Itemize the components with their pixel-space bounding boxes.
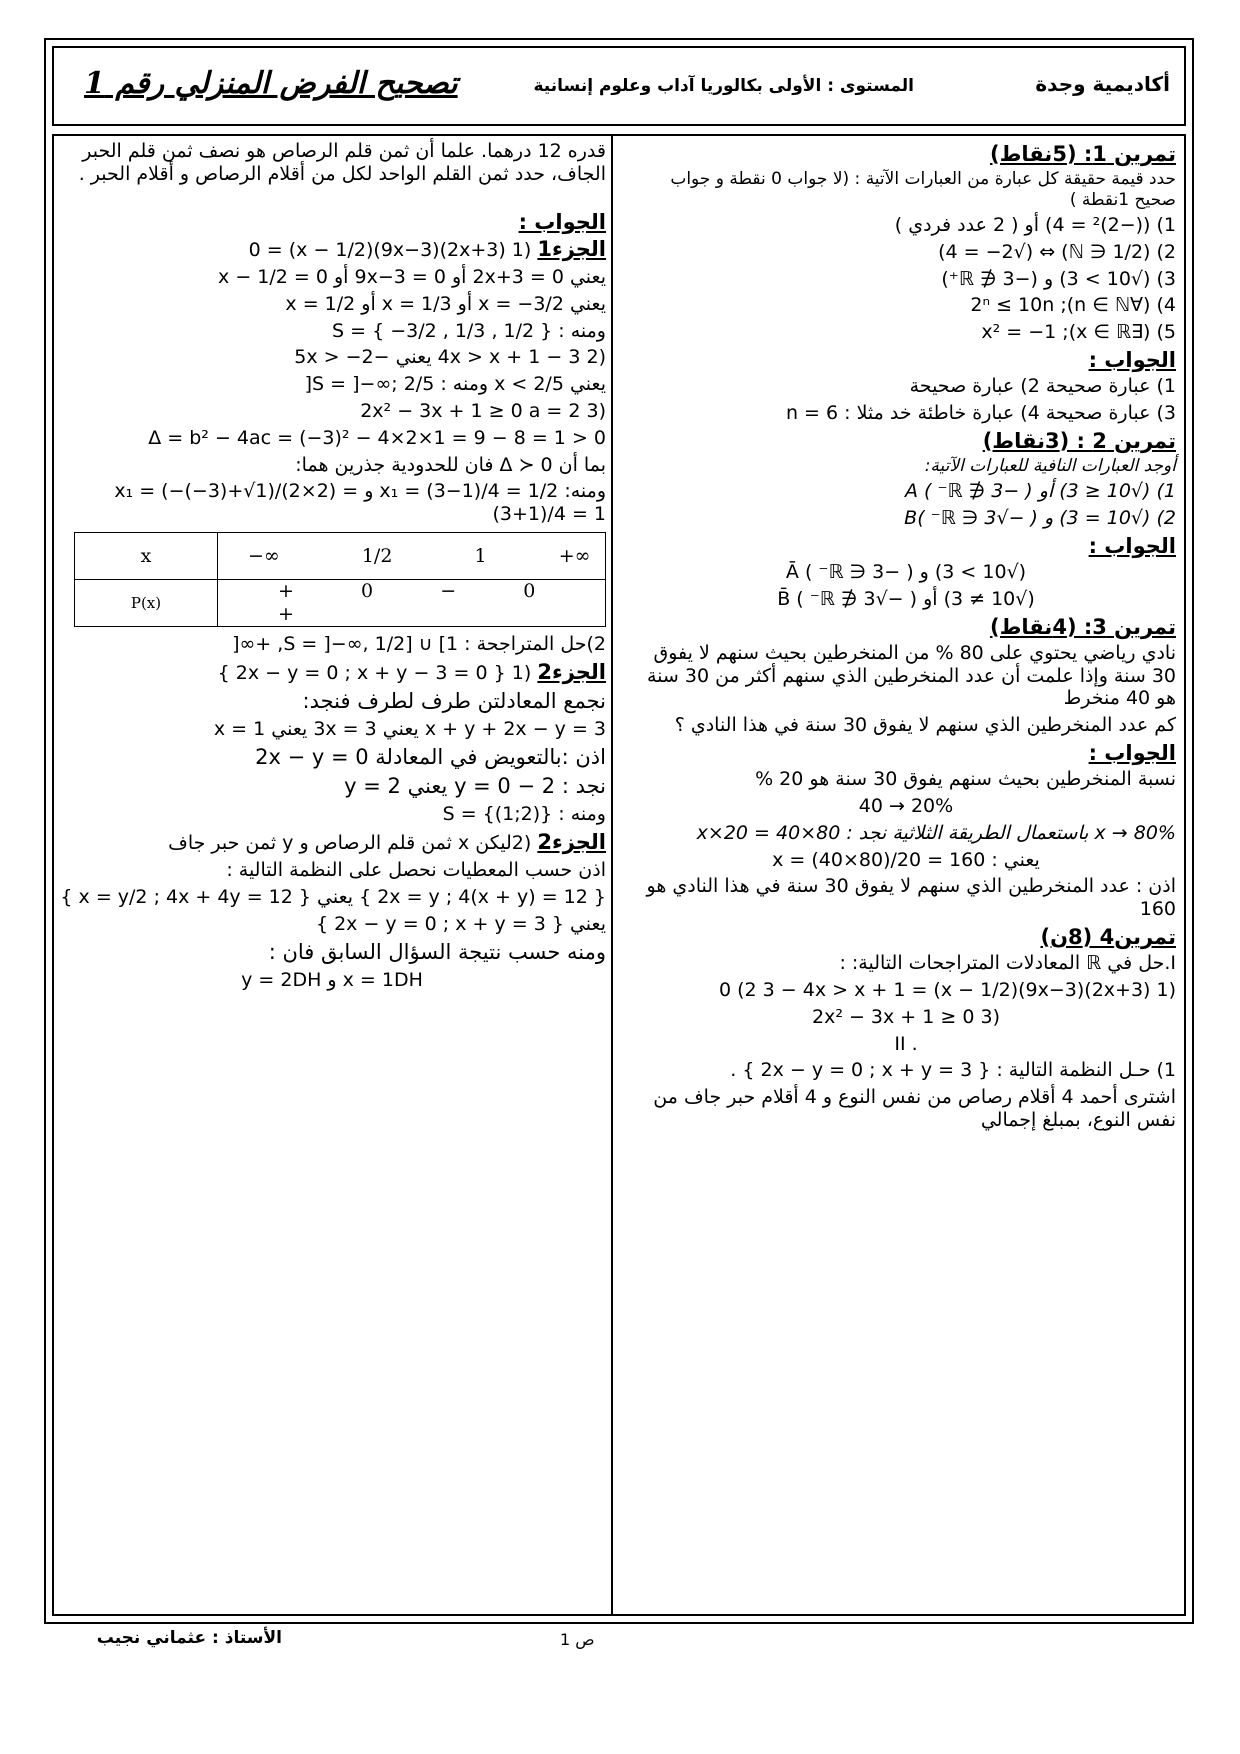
exercise-1-title: تمرين 1: (5نقاط)	[990, 142, 1176, 166]
exercise-1-prompt: حدد قيمة حقيقة كل عبارة من العبارات الآتية : (لا جواب 0 نقطة و جواب صحيح 1نقطة )	[670, 169, 1176, 210]
ex3-answer-5: اذن : عدد المنخرطين الذي سنهم لا يفوق 30 سنة في هذا النادي هو 160	[646, 875, 1176, 921]
column-divider	[611, 136, 613, 1614]
part-22-label: الجزء2	[537, 830, 606, 855]
left-column	[58, 140, 606, 996]
sign-table-row-p	[75, 579, 606, 626]
exercise-4-problem: اشترى أحمد 4 أقلام رصاص من نفس النوع و 4 أقلام حبر جاف من نفس النوع، بمبلغ إجمالي	[653, 1086, 1176, 1131]
sign-table-x-minus-inf: −∞	[248, 544, 280, 567]
exercise-4-equations: (1 (2x+3)(9x−3)(x − 1/2) = 0 (2 3 − 4x > x + 1	[719, 979, 1176, 1002]
sign-table-x-half: 1/2	[361, 544, 393, 567]
ex2-answer-label: الجواب :	[1088, 533, 1176, 558]
page-number: ص 1	[560, 1630, 595, 1649]
part3-roots: ومنه: x₁ = (3−1)/4 = 1/2 و x₁ = (−(−3)+√1)/(2×2) = (3+1)/4 = 1	[114, 480, 606, 526]
part2-step-3: اذن :بالتعويض في المعادلة 2x − y = 0	[255, 744, 606, 769]
exercise-4-system: 1) حـل النظمة التالية : { 2x − y = 0 ; x + y = 3 } .	[730, 1059, 1176, 1082]
exercise-4-part-I: I.حل في ℝ المعادلات المتراجحات التالية: :	[839, 952, 1176, 975]
part-2-label: الجزء2	[537, 659, 606, 684]
sign-minus: −	[440, 580, 457, 603]
part1-line-3: ومنه : S = { −3/2 , 1/3 , 1/2 }	[332, 319, 606, 342]
part22-final: x = 1DH و y = 2DH	[241, 968, 423, 991]
sign-plus-1: +	[278, 580, 294, 603]
part3-roots-intro: بما أن Δ ≻ 0 فان للحدودية جذرين هما:	[295, 453, 606, 476]
part2-solution: ومنه : S = {(1;2)}	[442, 803, 606, 826]
academy-label: أكاديمية وجدة	[1035, 72, 1170, 96]
teacher-name: الأستاذ : عثماني نجيب	[96, 1628, 282, 1648]
part1-equation: (1 (2x+3)(9x−3)(x − 1/2) = 0	[248, 238, 532, 261]
ex3-answer-label: الجواب :	[1088, 741, 1176, 766]
problem-continuation: قدره 12 درهما. علما أن ثمن قلم الرصاص هو نصف ثمن قلم الحبر الجاف، حدد ثمن القلم الواحد لكل من أقلام الرصاص و أقلام الحبر .	[78, 140, 606, 185]
ex3-answer-4: يعني : x = (40×80)/20 = 160	[772, 848, 1040, 871]
part1-line-1: يعني 2x+3 = 0 أو 9x−3 = 0 أو x − 1/2 = 0	[218, 265, 606, 288]
part1-line-2: يعني x = −3/2 أو x = 1/3 أو x = 1/2	[285, 292, 606, 315]
page-frame	[44, 38, 1194, 1624]
part2-system: (1 { 2x − y = 0 ; x + y − 3 = 0 }	[217, 661, 532, 684]
ex2-answer-2: (√10 ≠ 3) أو ( −√3 ∉ ℝ⁻ ) B̄	[777, 587, 1035, 610]
level-label: المستوى : الأولى بكالوريا آداب وعلوم إنسانية	[533, 76, 914, 96]
exercise-4-title: تمرين4 (8ن)	[1040, 925, 1176, 950]
ex1-item-3: 3) (√10 > 3) و (−3 ∉ ℝ⁺)	[941, 267, 1176, 290]
part22-line-4: يعني { 2x − y = 0 ; x + y = 3 }	[315, 912, 606, 935]
part2-step-2: x + y + 2x − y = 3 يعني 3x = 3 يعني x = 1	[213, 718, 606, 741]
page-title: تصحيح الفرض المنزلي رقم 1	[84, 66, 458, 101]
part22-line-2: اذن حسب المعطيات نحصل على النظمة التالية :	[226, 859, 606, 882]
exercise-2-title: تمرين 2 : (3نقاط)	[982, 428, 1176, 453]
part2-line-2: يعني x < 2/5 ومنه : S = ]−∞; 2/5[	[304, 373, 606, 396]
sign-plus-2: +	[278, 602, 294, 625]
ex2-answer-1: (√10 > 3) و ( −3 ∈ ℝ⁻ ) Ā	[785, 561, 1027, 584]
exercise-3-question: كم عدد المنخرطين الذي سنهم لا يفوق 30 سنة في هذا النادي ؟	[674, 714, 1176, 737]
sign-table-x-header: x	[75, 532, 218, 579]
exercise-3-title: تمرين 3: (4نقاط)	[990, 614, 1176, 639]
sign-table	[74, 532, 606, 627]
ex2-item-1: 1) (√10 ≤ 3) أو ( −3 ∉ ℝ⁻ ) A	[904, 480, 1176, 503]
ex2-item-2: 2) (√10 = 3) و ( −√3 ∈ ℝ⁻ )B	[904, 507, 1176, 530]
exercise-4-inequality: (3 2x² − 3x + 1 ≥ 0	[811, 1005, 1001, 1028]
part3-solution: 2)حل المتراجحة : S = ]−∞, 1/2] ∪ [1, +∞[	[232, 632, 606, 655]
sign-table-p-header: P(x)	[75, 579, 218, 626]
ex3-answer-1: نسبة المنخرطين بحيث سنهم يفوق 30 سنة هو 20 %	[755, 768, 1176, 791]
ex1-answer-line-2: 3) عبارة صحيحة 4) عبارة خاطئة خد مثلا : n = 6	[785, 401, 1176, 424]
exercise-4-part-II: . II	[894, 1032, 918, 1055]
part22-line-5: ومنه حسب نتيجة السؤال السابق فان :	[268, 939, 606, 964]
sign-zero-1: 0	[361, 580, 374, 603]
part2-step-4: نجد : 2 − y = 0 يعني y = 2	[344, 774, 606, 799]
part22-line-1: (2ليكن x ثمن قلم الرصاص و y ثمن حبر جاف	[168, 832, 532, 855]
ex1-item-5: 5) (∃x ∈ ℝ); x² = −1	[981, 321, 1176, 344]
ex1-answer-label: الجواب :	[1088, 347, 1176, 372]
exercise-3-text: نادي رياضي يحتوي على 80 % من المنخرطين بحيث سنهم لا يفوق 30 سنة وإذا علمت أن عدد المنخرطين الذي سنهم أكثر من 30 سنة هو 40 منخرط	[646, 641, 1176, 710]
part3-delta: Δ = b² − 4ac = (−3)² − 4×2×1 = 9 − 8 = 1 > 0	[148, 426, 606, 449]
part3-line-1: (3 2x² − 3x + 1 ≥ 0 a = 2	[360, 399, 606, 422]
ex1-item-4: 4) (∀n ∈ ℕ); 2ⁿ ≤ 10n	[970, 294, 1176, 317]
ex1-answer-line-1: 1) عبارة صحيحة 2) عبارة صحيحة	[909, 375, 1176, 398]
part-1-label: الجزء1	[537, 236, 606, 261]
left-answer-label: الجواب :	[518, 209, 606, 234]
ex3-answer-3: x → 80% باستعمال الطريقة الثلاثية نجد : x×20 = 40×80	[696, 821, 1176, 844]
right-column	[636, 140, 1176, 1136]
ex1-item-2: 2) (1/2 ∈ ℕ) ⇔ (√4 = −2)	[938, 240, 1176, 263]
ex3-answer-2: 20% → 40	[858, 795, 954, 818]
sign-table-x-plus-inf: +∞	[558, 544, 591, 567]
sign-zero-2: 0	[523, 580, 536, 603]
sign-table-x-one: 1	[474, 544, 487, 567]
exercise-2-prompt: أوجد العبارات النافية للعبارات الآتية:	[924, 455, 1176, 476]
part22-line-3: { 2x = y ; 4(x + y) = 12 } يعني { x = y/2 ; 4x + 4y = 12 }	[60, 886, 606, 909]
header	[52, 46, 1186, 126]
part2-line-1: (2 3 − 4x > x + 1 يعني −5x > −2	[294, 346, 606, 369]
sign-table-row-x	[75, 532, 606, 579]
part2-step-1: نجمع المعادلتن طرف لطرف فنجد:	[302, 688, 606, 713]
content-area	[52, 134, 1186, 1616]
ex1-item-1: 1) ((−2)² = 4) أو ( 2 عدد فردي )	[894, 213, 1176, 236]
